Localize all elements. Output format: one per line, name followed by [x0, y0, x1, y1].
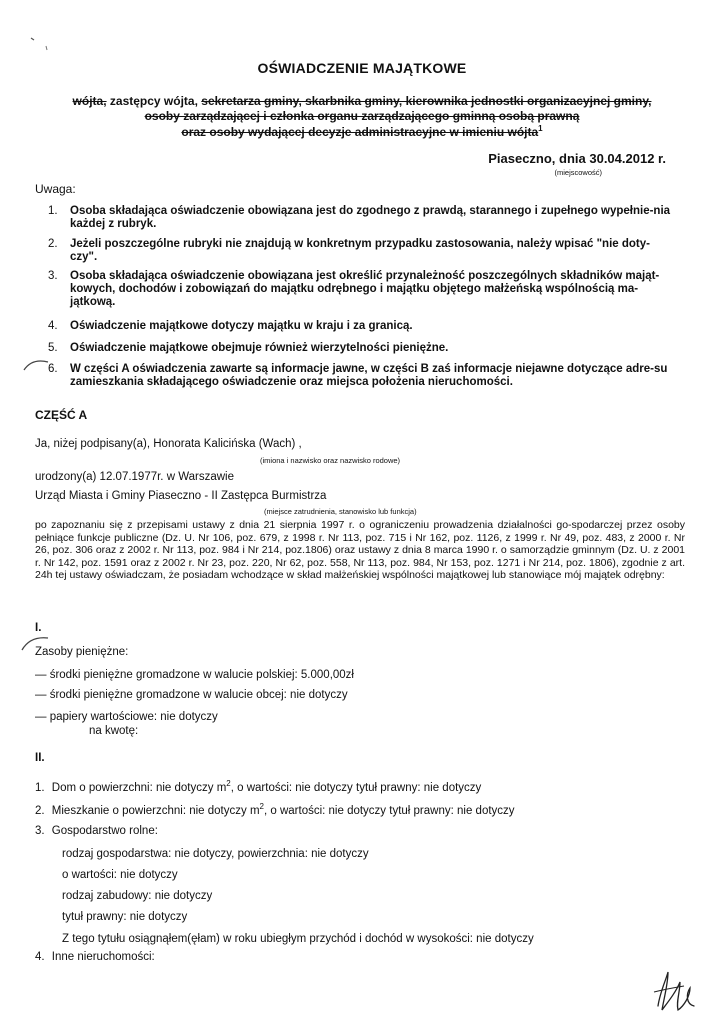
- cash-heading: Zasoby pieniężne:: [35, 646, 129, 658]
- other-property-number: 4.: [35, 951, 45, 963]
- farm-detail: tytuł prawny: nie dotyczy: [62, 911, 188, 923]
- house-area-unit-sup: 2: [226, 779, 231, 788]
- note-text: Oświadczenie majątkowe dotyczy majątku w kraju i za granicą.: [70, 320, 413, 332]
- note-item: [48, 320, 676, 333]
- subtitle-line-3: [40, 124, 684, 139]
- birth-line: urodzony(a) 12.07.1977r. w Warszawie: [35, 471, 235, 483]
- note-item: [48, 342, 676, 355]
- flat-value: , o wartości: nie dotyczy tytuł prawny: nie dotyczy: [263, 804, 515, 817]
- statement-paragraph: po zapoznaniu się z przepisami ustawy z dnia 21 sierpnia 1997 r. o ograniczeniu prowadzenia działalności go-spodarczej przez osoby pełniące funkcje publiczne (Dz. U. Nr 106, poz. 679, z 1998 r. Nr 113, poz. 715 i Nr 162, poz. 1126, z 1999 r. Nr 49, poz. 483, z 2000 r. Nr 26, poz. 306 oraz z 2002 r. Nr 113, poz. 984 i Nr 214, poz.1806) oraz ustawy z dnia 8 marca 1990 r. o samorządzie gminnym (Dz. U. z 2001 r. Nr 142, poz. 1591 oraz z 2002 r. Nr 23, poz. 220, Nr 62, poz. 558, Nr 113, poz. 984, Nr 153, poz. 1271 i Nr 214, poz. 1806), zgodnie z art. 24h tej ustawy oświadczam, że posiadam wchodzące w skład małżeńskiej wspólności majątkowej lub stanowiące mój majątek odrębny:: [35, 519, 685, 581]
- note-number: 3.: [48, 270, 58, 282]
- note-item: [48, 270, 676, 309]
- house-value: , o wartości: nie dotyczy tytuł prawny: nie dotyczy: [230, 781, 482, 794]
- note-item: [48, 238, 676, 264]
- note-number: 1.: [48, 205, 58, 217]
- struck-roles-1: sekretarza gminy, skarbnika gminy, kierownika jednostki organizacyjnej gminy,: [201, 94, 652, 108]
- subtitle-line-1: [40, 94, 684, 108]
- footnote-mark: 1: [538, 124, 543, 133]
- note-number: 6.: [48, 363, 58, 375]
- notes-heading: Uwaga:: [35, 182, 76, 196]
- cash-item: — środki pieniężne gromadzone w walucie polskiej: 5.000,00zł: [35, 669, 354, 681]
- house-line: [35, 779, 481, 794]
- farm-number: 3.: [35, 825, 45, 837]
- other-property-heading: Inne nieruchomości:: [51, 951, 155, 963]
- declarant-line: Ja, niżej podpisany(a), Honorata Kalicińska (Wach) ,: [35, 438, 302, 450]
- subtitle-line-2: [40, 109, 684, 123]
- employer-line: Urząd Miasta i Gminy Piaseczno - II Zastępca Burmistrza: [35, 490, 327, 502]
- declarant-caption: (imiona i nazwisko oraz nazwisko rodowe): [260, 456, 401, 465]
- note-text: Jeżeli poszczególne rubryki nie znajdują w konkretnym przypadku zastosowania, należy wpisać "nie doty-czy".: [70, 238, 650, 263]
- cash-item: — środki pieniężne gromadzone w walucie obcej: nie dotyczy: [35, 689, 348, 701]
- note-text: Oświadczenie majątkowe obejmuje również wierzytelności pieniężne.: [70, 342, 449, 354]
- cash-item: — papiery wartościowe: nie dotyczy: [35, 711, 218, 723]
- place-caption: (miejscowość): [554, 168, 602, 177]
- flat-area-unit-sup: 2: [259, 802, 264, 811]
- struck-roles-3: oraz osoby wydającej decyzje administracyjne w imieniu wójta: [181, 125, 539, 139]
- employer-caption: (miejsce zatrudnienia, stanowisko lub funkcja): [264, 507, 417, 516]
- farm-heading: Gospodarstwo rolne:: [51, 825, 158, 837]
- struck-wojt: wójta,: [72, 94, 107, 108]
- note-text: Osoba składająca oświadczenie obowiązana jest do zgodnego z prawdą, starannego i zupełnego wypełnie-nia każdej z rubryk.: [70, 205, 671, 230]
- flat-line: [35, 802, 515, 817]
- amount-label: na kwotę:: [89, 725, 139, 737]
- part-a-heading: CZĘŚĆ A: [35, 408, 88, 422]
- place-and-date: Piaseczno, dnia 30.04.2012 r.: [488, 151, 666, 166]
- note-item: [48, 205, 676, 231]
- handwritten-initials-signature: [646, 962, 702, 1018]
- section-1-number: I.: [35, 622, 42, 634]
- note-item: [48, 363, 676, 389]
- note-text: Osoba składająca oświadczenie obowiązana jest określić przynależność poszczególnych składników mająt-kowych, dochodów i zobowiązań do majątku odrębnego i majątku objętego małżeńską wspólnością ma-jątkową.: [70, 270, 660, 308]
- house-area: Dom o powierzchni: nie dotyczy m: [51, 781, 227, 794]
- struck-roles-2: osoby zarządzającej i członka organu zarządzającego gminną osobą prawną: [144, 109, 580, 123]
- other-property-line: [35, 951, 155, 963]
- note-number: 2.: [48, 238, 58, 250]
- flat-number: 2.: [35, 804, 45, 817]
- farm-line: [35, 825, 158, 837]
- farm-detail: rodzaj gospodarstwa: nie dotyczy, powierzchnia: nie dotyczy: [62, 848, 369, 860]
- flat-area: Mieszkanie o powierzchni: nie dotyczy m: [51, 804, 260, 817]
- punch-hole-mark: [22, 356, 52, 372]
- note-text: W części A oświadczenia zawarte są informacje jawne, w części B zaś informacje niejawne dotyczące adre-su zamieszkania składającego oświadczenie oraz miejsca położenia nieruchomości.: [70, 363, 668, 388]
- farm-detail: o wartości: nie dotyczy: [62, 869, 178, 881]
- document-title: OŚWIADCZENIE MAJĄTKOWE: [257, 60, 467, 76]
- house-number: 1.: [35, 781, 45, 794]
- farm-detail: Z tego tytułu osiągnąłem(ęłam) w roku ubiegłym przychód i dochód w wysokości: nie dotyczy: [62, 933, 534, 945]
- scan-speck-mark: [28, 34, 58, 56]
- note-number: 5.: [48, 342, 58, 354]
- section-2-number: II.: [35, 752, 45, 764]
- deputy-mayor-label: zastępcy wójta,: [109, 94, 198, 108]
- farm-detail: rodzaj zabudowy: nie dotyczy: [62, 890, 213, 902]
- note-number: 4.: [48, 320, 58, 332]
